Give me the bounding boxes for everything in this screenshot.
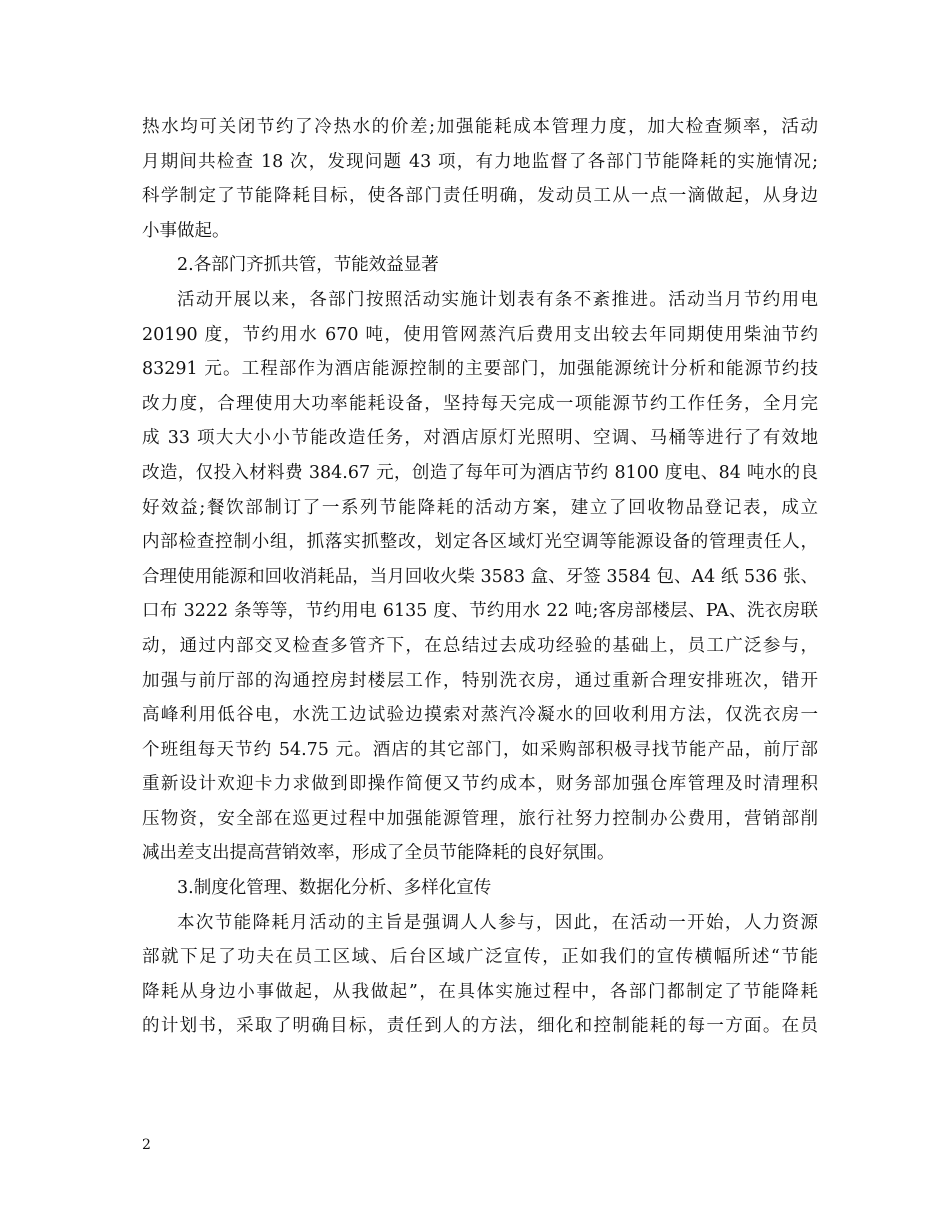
page-number: 2: [142, 1137, 151, 1153]
text-line: 内部检查控制小组，抓落实抓整改，划定各区域灯光空调等能源设备的管理责任人，: [142, 532, 818, 553]
text-line: 口布 3222 条等等，节约用电 6135 度、节约用水 22 吨;客房部楼层、PA、洗衣房联: [142, 601, 818, 622]
text-line: 小事做起。: [142, 220, 230, 241]
text-line: 部就下足了功夫在员工区域、后台区域广泛宣传，正如我们的宣传横幅所述“节能: [142, 947, 818, 968]
text-line: 压物资，安全部在巡更过程中加强能源管理，旅行社努力控制办公费用，营销部削: [142, 808, 818, 829]
text-line: 减出差支出提高营销效率，形成了全员节能降耗的良好氛围。: [142, 843, 615, 864]
section-heading-3: 3.制度化管理、数据化分析、多样化宣传: [177, 878, 492, 899]
text-line: 改力度，合理使用大功率能耗设备，坚持每天完成一项能源节约工作任务，全月完: [142, 393, 818, 414]
text-line: 降耗从身边小事做起，从我做起”，在具体实施过程中，各部门都制定了节能降耗: [142, 981, 818, 1002]
text-line: 20190 度，节约用水 670 吨，使用管网蒸汽后费用支出较去年同期使用柴油节约: [142, 324, 818, 345]
text-line: 科学制定了节能降耗目标，使各部门责任明确，发动员工从一点一滴做起，从身边: [142, 186, 818, 207]
text-line: 成 33 项大大小小节能改造任务，对酒店原灯光照明、空调、马桶等进行了有效地: [142, 428, 818, 449]
text-line: 个班组每天节约 54.75 元。酒店的其它部门，如采购部积极寻找节能产品，前厅部: [142, 739, 818, 760]
text-line: 重新设计欢迎卡力求做到即操作简便又节约成本，财务部加强仓库管理及时清理积: [142, 774, 818, 795]
text-line: 本次节能降耗月活动的主旨是强调人人参与，因此，在活动一开始，人力资源: [177, 912, 818, 933]
text-line: 热水均可关闭节约了冷热水的价差;加强能耗成本管理力度，加大检查频率，活动: [142, 117, 818, 137]
text-line: 活动开展以来，各部门按照活动实施计划表有条不紊推进。活动当月节约用电: [177, 289, 818, 310]
text-line: 改造，仅投入材料费 384.67 元，创造了每年可为酒店节约 8100 度电、84 吨水的良: [142, 462, 818, 483]
text-line: 加强与前厅部的沟通控房封楼层工作，特别洗衣房，通过重新合理安排班次，错开: [142, 670, 818, 691]
text-line: 的计划书，采取了明确目标，责任到人的方法，细化和控制能耗的每一方面。在员: [142, 1016, 818, 1037]
text-line: 合理使用能源和回收消耗品，当月回收火柴 3583 盒、牙签 3584 包、A4 纸 536 张、: [142, 566, 818, 587]
section-heading-2: 2.各部门齐抓共管，节能效益显著: [177, 255, 439, 276]
text-line: 动，通过内部交叉检查多管齐下，在总结过去成功经验的基础上，员工广泛参与，: [142, 635, 818, 656]
body-text: [142, 110, 818, 1044]
text-line: 月期间共检查 18 次，发现问题 43 项，有力地监督了各部门节能降耗的实施情况;: [142, 151, 818, 172]
text-line: 高峰利用低谷电，水洗工边试验边摸索对蒸汽冷凝水的回收利用方法，仅洗衣房一: [142, 705, 818, 726]
text-line: 好效益;餐饮部制订了一系列节能降耗的活动方案，建立了回收物品登记表，成立: [142, 497, 818, 518]
text-line: 83291 元。工程部作为酒店能源控制的主要部门，加强能源统计分析和能源节约技: [142, 359, 818, 380]
